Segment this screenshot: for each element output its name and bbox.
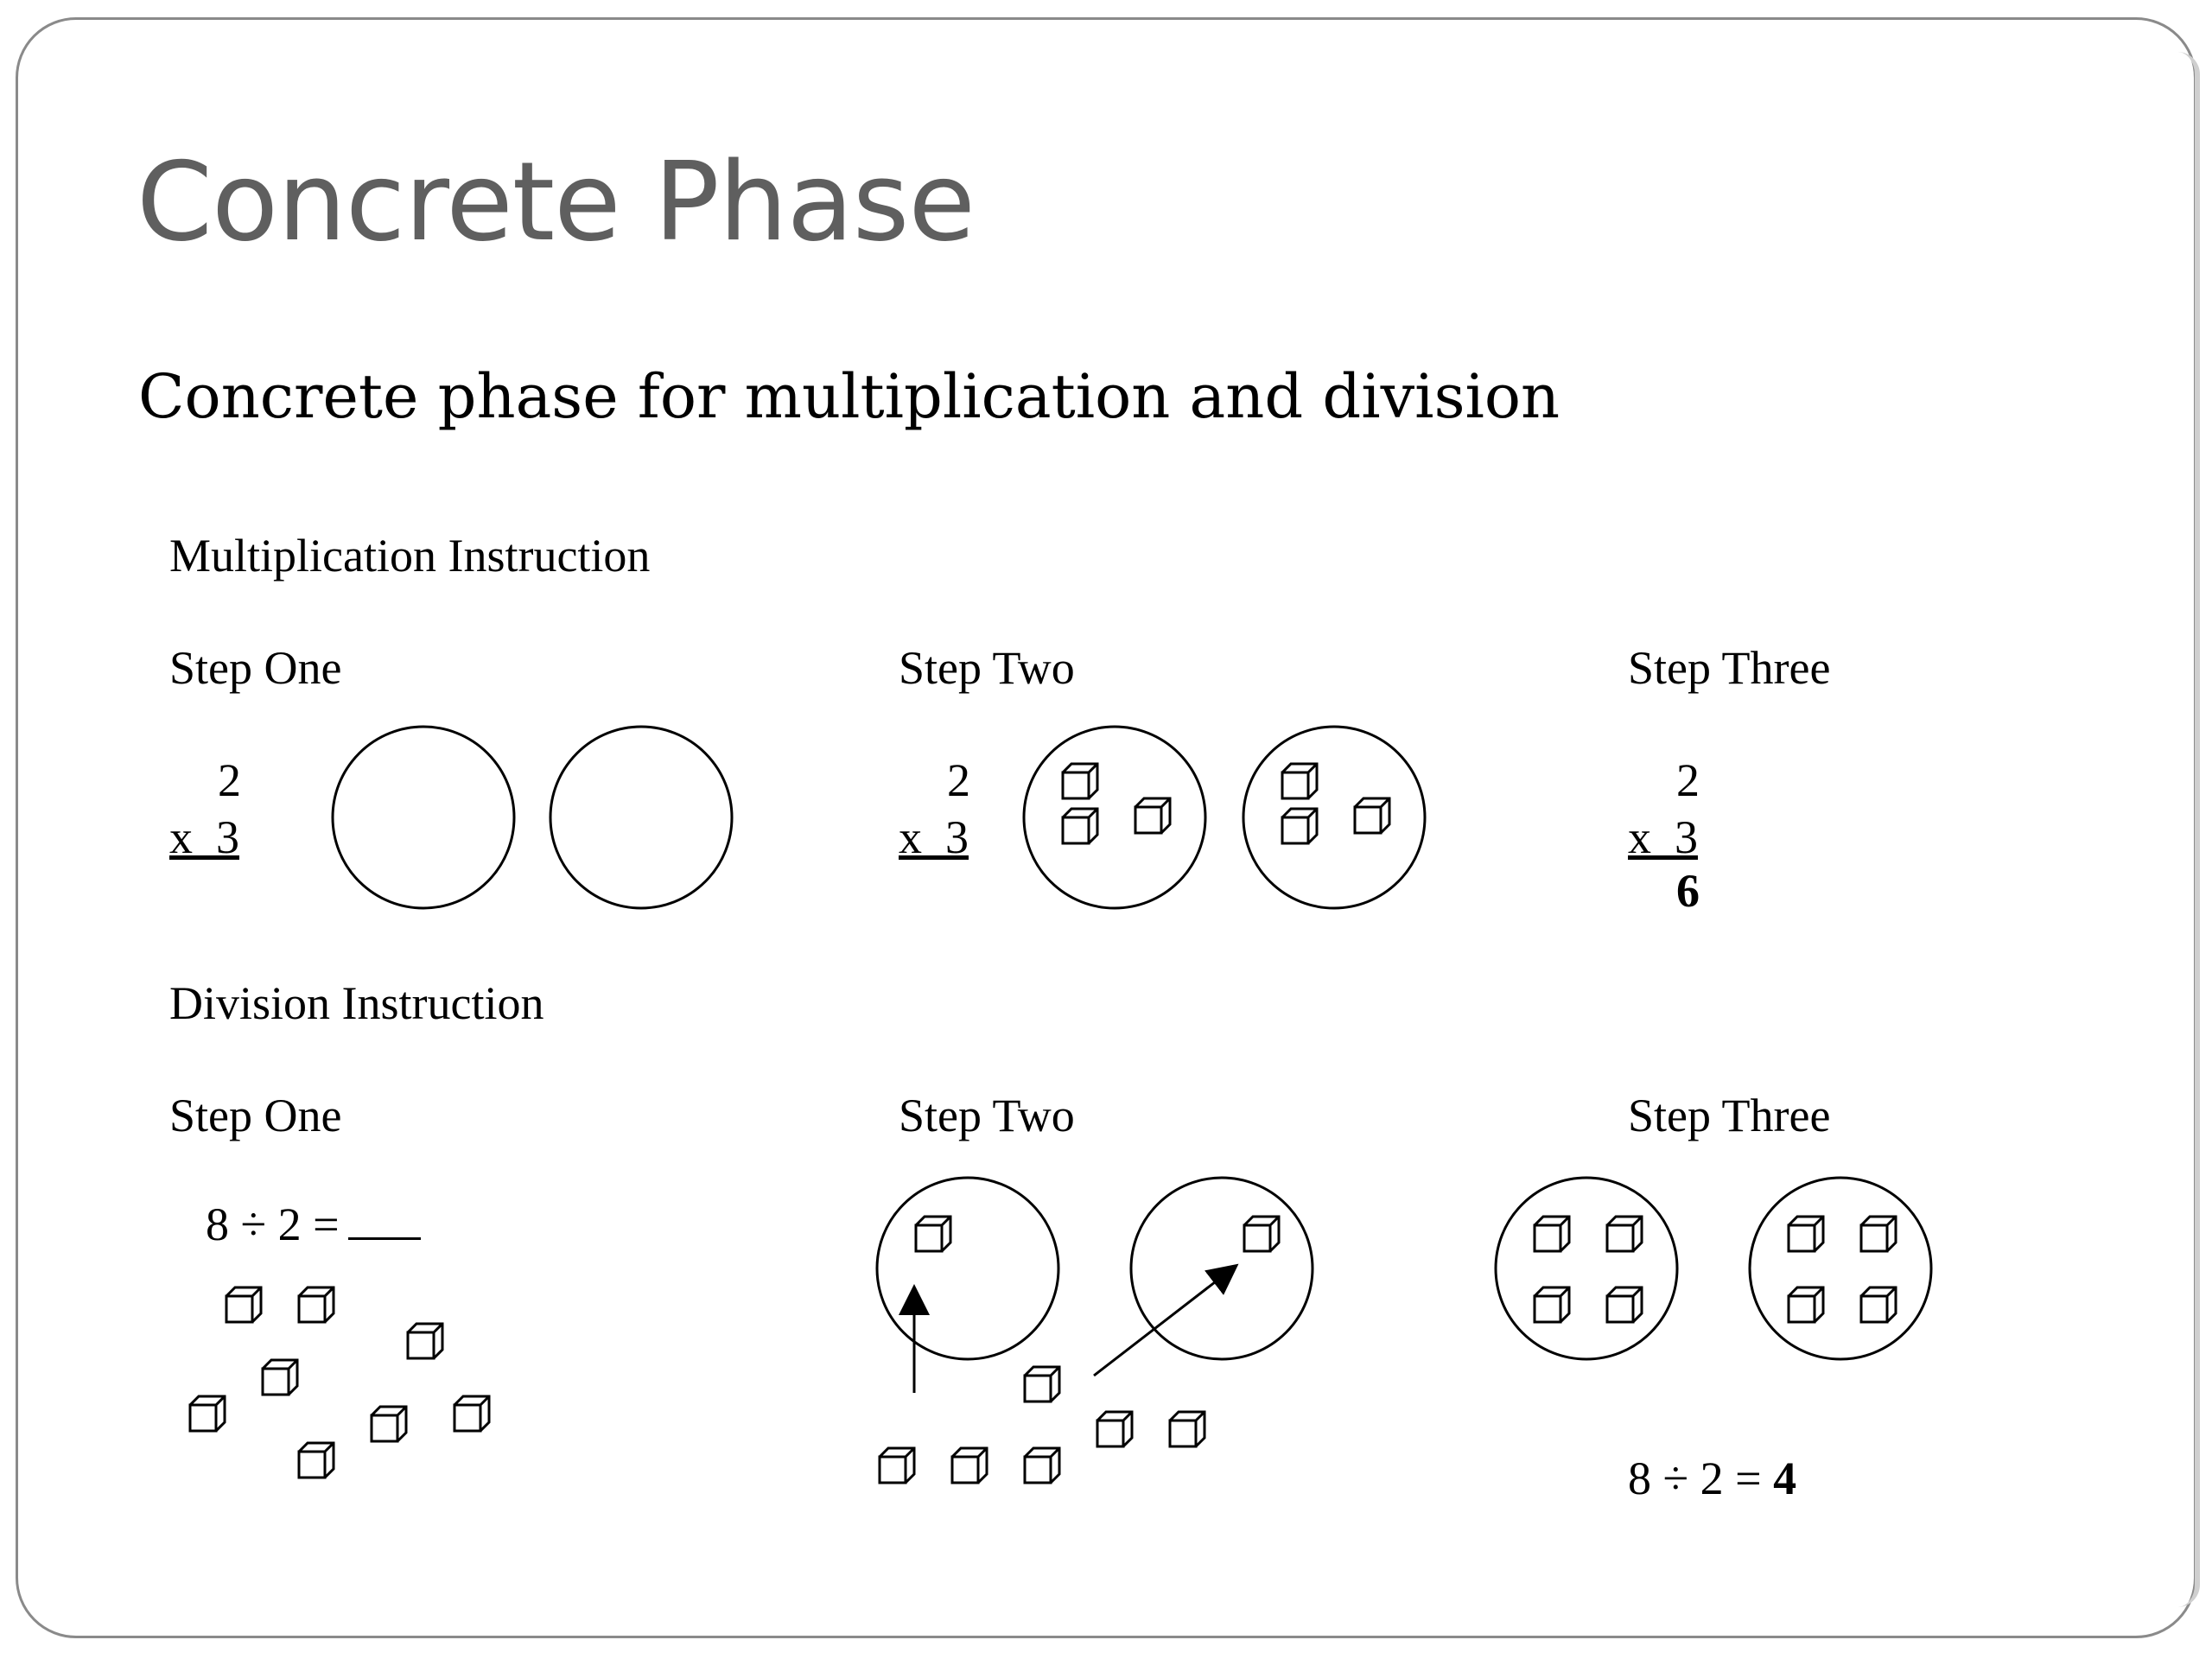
div-step-three-label: Step Three — [1628, 1090, 1831, 1141]
cube-icon — [454, 1396, 489, 1431]
div-step-one-label: Step One — [169, 1090, 342, 1141]
mult-step-three-top: 2 — [1676, 754, 1700, 806]
slide-title: Concrete Phase — [137, 138, 975, 265]
cube-icon — [916, 1217, 950, 1251]
cube-icon — [1861, 1217, 1896, 1251]
mult-step-one-top: 2 — [218, 754, 241, 806]
group-circle-icon — [1496, 1178, 1677, 1359]
group-circle-icon — [877, 1178, 1058, 1359]
cube-icon — [880, 1448, 914, 1483]
mult-step-three-bottom: x 3 — [1628, 811, 1698, 863]
cube-icon — [1135, 798, 1170, 833]
cube-icon — [1607, 1217, 1642, 1251]
slide-subtitle: Concrete phase for multiplication and division — [138, 361, 1560, 432]
mult-step-three-label: Step Three — [1628, 642, 1831, 694]
cube-icon — [299, 1443, 334, 1478]
div-step-two-label: Step Two — [899, 1090, 1075, 1141]
division-heading: Division Instruction — [169, 977, 544, 1029]
cube-icon — [190, 1396, 225, 1431]
multiplication-heading: Multiplication Instruction — [169, 530, 651, 582]
cube-icon — [1025, 1367, 1059, 1402]
cube-icon — [372, 1407, 406, 1441]
cube-icon — [1607, 1287, 1642, 1322]
arrow-icon — [1094, 1270, 1230, 1376]
cube-icon — [1282, 809, 1317, 843]
cube-icon — [1861, 1287, 1896, 1322]
cube-icon — [1025, 1448, 1059, 1483]
mult-step-three-result: 6 — [1676, 865, 1700, 917]
mult-step-two-label: Step Two — [899, 642, 1075, 694]
cube-icon — [226, 1287, 261, 1322]
group-circle-icon — [1131, 1178, 1313, 1359]
group-circle-icon — [333, 727, 514, 908]
cube-icon — [1535, 1287, 1569, 1322]
cube-icon — [1063, 809, 1097, 843]
cube-icon — [1355, 798, 1389, 833]
cube-icon — [1535, 1217, 1569, 1251]
group-circle-icon — [1024, 727, 1205, 908]
cube-icon — [1097, 1412, 1132, 1446]
group-circle-icon — [1750, 1178, 1931, 1359]
div-step-one-equation-text: 8 ÷ 2 = — [206, 1198, 340, 1250]
group-circle-icon — [1243, 727, 1425, 908]
div-step-three-equation-text: 8 ÷ 2 = — [1628, 1452, 1774, 1504]
cube-icon — [1789, 1217, 1823, 1251]
cube-icon — [1244, 1217, 1279, 1251]
cube-icon — [1063, 764, 1097, 798]
cube-icon — [299, 1287, 334, 1322]
group-circle-icon — [550, 727, 732, 908]
cube-icon — [1170, 1412, 1205, 1446]
mult-step-two-top: 2 — [947, 754, 970, 806]
cube-icon — [263, 1360, 297, 1395]
cube-icon — [952, 1448, 987, 1483]
mult-step-two-bottom: x 3 — [899, 811, 969, 863]
mult-step-one-bottom: x 3 — [169, 811, 239, 863]
div-step-three-answer: 4 — [1773, 1452, 1797, 1504]
cube-icon — [1282, 764, 1317, 798]
cube-icon — [1789, 1287, 1823, 1322]
cube-icon — [408, 1324, 442, 1358]
mult-step-one-label: Step One — [169, 642, 342, 694]
